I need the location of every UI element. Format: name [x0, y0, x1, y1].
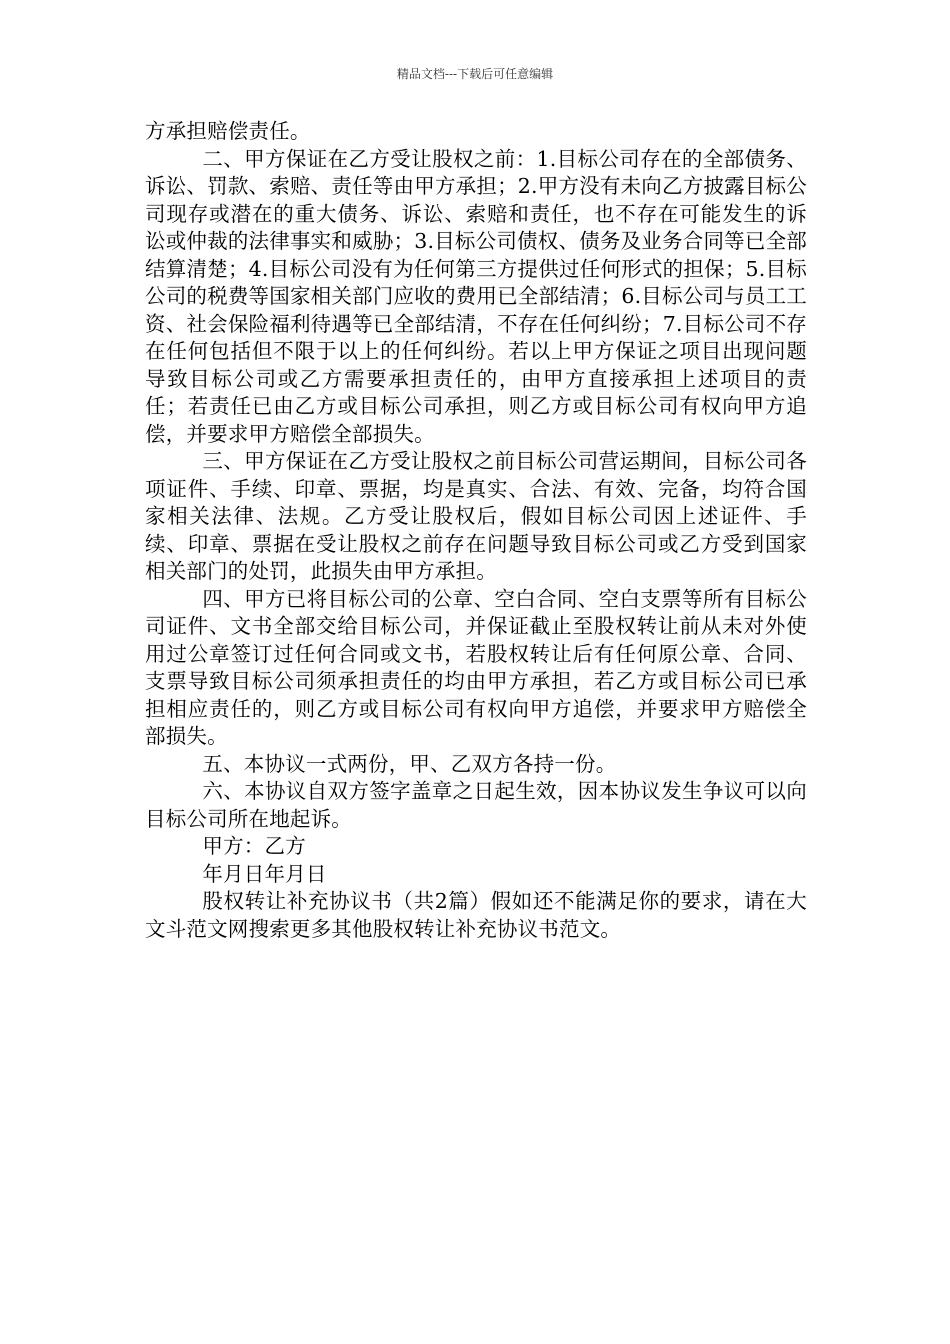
paragraph-clause-5: 五、本协议一式两份，甲、乙双方各持一份。: [202, 751, 617, 776]
paragraph-clause-2: 二、甲方保证在乙方受让股权之前：1.目标公司存在的全部债务、诉讼、罚款、索赔、责任等由甲方承担；2.甲方没有未向乙方披露目标公司现存或潜在的重大债务、诉讼、索赔和责任，也不存在可能发生的诉讼或仲裁的法律事实和威胁；3.目标公司债权、债务及业务合同等已全部结算清楚；4.目标公司没有为任何第三方提供过任何形式的担保；5.目标公司的税费等国家相关部门应收的费用已全部结清；6.目标公司与员工工资、社会保险福利待遇等已全部结清，不存在任何纠纷；7.目标公司不存在任何包括但不限于以上的任何纠纷。若以上甲方保证之项目出现问题导致目标公司或乙方需要承担责任的，由甲方直接承担上述项目的责任；若责任已由乙方或目标公司承担，则乙方或目标公司有权向甲方追偿，并要求甲方赔偿全部损失。: [145, 146, 807, 446]
paragraph-clause-3: 三、甲方保证在乙方受让股权之前目标公司营运期间，目标公司各项证件、手续、印章、票据，均是真实、合法、有效、完备，均符合国家相关法律、法规。乙方受让股权后，假如目标公司因上述证件、手续、印章、票据在受让股权之前存在问题导致目标公司或乙方受到国家相关部门的处罚，此损失由甲方承担。: [145, 449, 807, 583]
document-body: [145, 118, 807, 943]
signature-parties: 甲方：乙方: [202, 834, 306, 858]
signature-dates: 年月日年月日: [202, 861, 327, 886]
paragraph-continuation: 方承担赔偿责任。: [145, 119, 311, 143]
page-header: 精品文档---下载后可任意编辑: [396, 67, 554, 81]
closing-note: 股权转让补充协议书（共2篇）假如还不能满足你的要求，请在大文斗范文网搜索更多其他股权转让补充协议书范文。: [145, 889, 807, 941]
paragraph-clause-6: 六、本协议自双方签字盖章之日起生效，因本协议发生争议可以向目标公司所在地起诉。: [145, 779, 807, 831]
paragraph-clause-4: 四、甲方已将目标公司的公章、空白合同、空白支票等所有目标公司证件、文书全部交给目标公司，并保证截止至股权转让前从未对外使用过公章签订过任何合同或文书，若股权转让后有任何原公章、合同、支票导致目标公司须承担责任的均由甲方承担，若乙方或目标公司已承担相应责任的，则乙方或目标公司有权向甲方追偿，并要求甲方赔偿全部损失。: [145, 586, 807, 748]
